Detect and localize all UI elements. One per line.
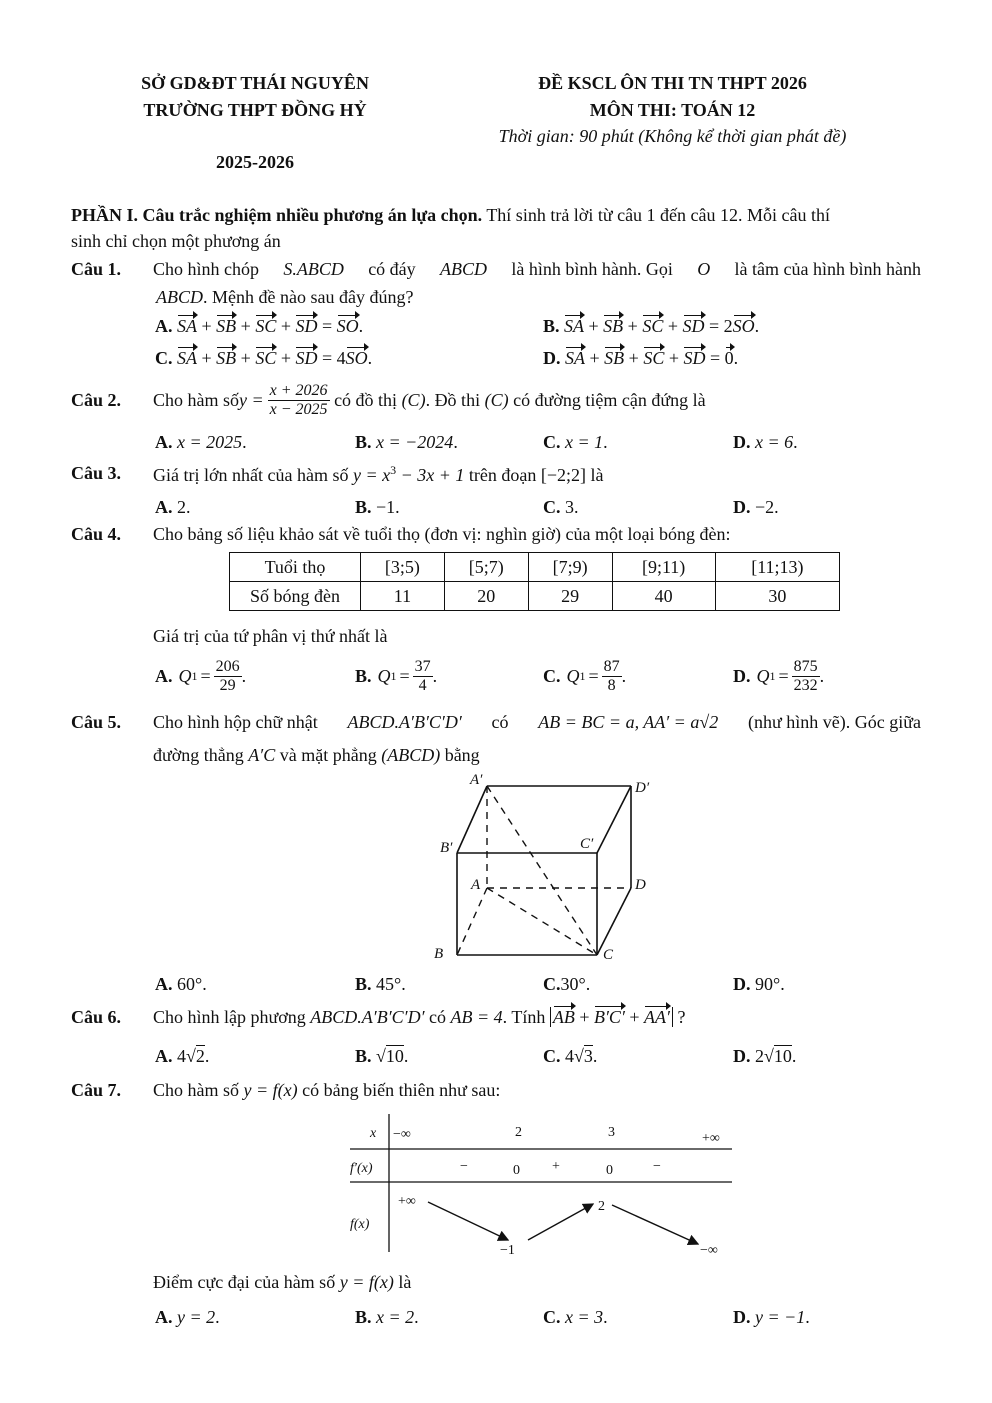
q7-question: Điểm cực đại của hàm số y = f(x) là bbox=[153, 1272, 412, 1292]
q7-option-d[interactable]: D. y = −1. bbox=[733, 1307, 810, 1327]
bbt-x-value: +∞ bbox=[702, 1131, 720, 1146]
q1-math: ABCD bbox=[440, 259, 488, 279]
q1-option-d[interactable]: D. SA + SB + SC + SD = 0. bbox=[543, 348, 739, 368]
q6-option-b[interactable]: B. √10. bbox=[355, 1046, 409, 1066]
q1-stem-line1 bbox=[153, 259, 921, 280]
q3-option-b[interactable]: B. −1. bbox=[355, 497, 400, 517]
bbt-f-value: −1 bbox=[500, 1243, 515, 1258]
school-department: SỞ GD&ĐT THÁI NGUYÊN bbox=[141, 73, 369, 93]
q2-math: (C) bbox=[484, 389, 509, 410]
q1-option-b[interactable]: B. SA + SB + SC + SD = 2SO. bbox=[543, 316, 760, 336]
bbt-sign: − bbox=[653, 1159, 661, 1174]
arrow-down bbox=[612, 1205, 698, 1244]
q1-option-c[interactable]: C. SA + SB + SC + SD = 4SO. bbox=[155, 348, 373, 368]
bbt-fp-label: f′(x) bbox=[350, 1161, 373, 1176]
q4-option-b[interactable]: B. Q 1 = $\frac{37}{4}$ . bbox=[355, 657, 438, 694]
exam-duration: Thời gian: 90 phút (Không kể thời gian phát đề) bbox=[498, 126, 847, 146]
q3-option-a[interactable]: A. 2. bbox=[155, 497, 191, 517]
table-cell: [9;11) bbox=[612, 553, 715, 582]
table-row bbox=[230, 553, 840, 582]
q1-option-a[interactable]: A. SA + SB + SC + SD = SO. bbox=[155, 316, 364, 336]
q4-stem: Cho bảng số liệu khảo sát về tuổi thọ (đơn vị: nghìn giờ) của một loại bóng đèn: bbox=[153, 524, 731, 544]
table-cell: [11;13) bbox=[715, 553, 839, 582]
q5-stem-line2: đường thẳng A′C và mặt phẳng (ABCD) bằng bbox=[153, 745, 480, 765]
part1-instr1: Thí sinh trả lời từ câu 1 đến câu 12. Mỗi câu thí bbox=[482, 205, 831, 225]
q2-text: có đường tiệm cận đứng là bbox=[508, 389, 706, 410]
table-header-cell: Số bóng đèn bbox=[230, 582, 361, 611]
q6-option-c[interactable]: C. 4√3. bbox=[543, 1046, 598, 1066]
q6-label: Câu 6. bbox=[71, 1007, 122, 1027]
q1-math: O bbox=[697, 259, 711, 279]
q1-text: Cho hình chóp bbox=[153, 259, 259, 279]
table-cell: 29 bbox=[528, 582, 612, 611]
q1-text: có đáy bbox=[368, 259, 416, 279]
q6-stem: Cho hình lập phương ABCD.A′B′C′D′ có AB = 4. Tính AB + B′C′ + AA′ ? bbox=[153, 1007, 686, 1027]
q5-text: Cho hình hộp chữ nhật bbox=[153, 712, 318, 732]
q4-data-table bbox=[229, 552, 840, 611]
q4-label: Câu 4. bbox=[71, 524, 122, 544]
coef: 4 bbox=[336, 348, 346, 368]
bbt-f-value: +∞ bbox=[398, 1194, 416, 1209]
q2-label: Câu 2. bbox=[71, 390, 122, 410]
q2-math: y = bbox=[239, 389, 264, 410]
bbt-f-value: 2 bbox=[598, 1199, 605, 1214]
q2-math: (C) bbox=[401, 389, 426, 410]
table-cell: 20 bbox=[444, 582, 528, 611]
q5-text: có bbox=[491, 712, 509, 732]
vertex-label: A bbox=[471, 877, 481, 893]
table-cell: 11 bbox=[361, 582, 445, 611]
vertex-label: C′ bbox=[580, 836, 594, 852]
q1-text: . Mệnh đề nào sau đây đúng? bbox=[203, 287, 414, 307]
vertex-label: B bbox=[434, 946, 444, 962]
q3-option-d[interactable]: D. −2. bbox=[733, 497, 779, 517]
q3-math: − 3x + 1 bbox=[396, 465, 465, 485]
option-key: A. bbox=[155, 316, 173, 336]
rhs-vector: SO bbox=[345, 348, 368, 368]
table-cell: [7;9) bbox=[528, 553, 612, 582]
q3-label: Câu 3. bbox=[71, 463, 122, 483]
q2-text: có đồ thị bbox=[329, 389, 402, 410]
q5-option-a[interactable]: A. 60°. bbox=[155, 974, 207, 994]
q7-stem: Cho hàm số y = f(x) có bảng biến thiên như sau: bbox=[153, 1080, 501, 1100]
q3-interval: [−2;2] bbox=[540, 465, 587, 485]
q5-text: (như hình vẽ). Góc giữa bbox=[747, 712, 921, 732]
q4-option-c[interactable]: C. Q 1 = $\frac{87}{8}$ . bbox=[543, 657, 627, 694]
q2-fraction: $\frac{x + 2026}{x - 2025}$ bbox=[269, 381, 328, 418]
arrow-down bbox=[428, 1202, 508, 1240]
option-key: B. bbox=[543, 316, 560, 336]
q1-text: là tâm của hình bình hành bbox=[734, 259, 921, 279]
vertex-label: A′ bbox=[470, 772, 483, 788]
q1-text: là hình bình hành. Gọi bbox=[511, 259, 673, 279]
q6-option-d[interactable]: D. 2√10. bbox=[733, 1046, 797, 1066]
q6-norm: AB + B′C′ + AA′ bbox=[550, 1007, 673, 1027]
q3-math: y = x bbox=[352, 465, 391, 485]
q5-option-d[interactable]: D. 90°. bbox=[733, 974, 785, 994]
q4-option-d[interactable]: D. Q 1 = $\frac{875}{232}$ . bbox=[733, 657, 825, 694]
bbt-f-label: f(x) bbox=[350, 1217, 370, 1232]
bbt-sign: 0 bbox=[513, 1163, 520, 1178]
bbt-x-value: 2 bbox=[515, 1125, 522, 1140]
table-header-cell: Tuổi thọ bbox=[230, 553, 361, 582]
q4-question: Giá trị của tứ phân vị thứ nhất là bbox=[153, 626, 388, 646]
option-key: D. bbox=[543, 348, 561, 368]
school-name: TRƯỜNG THPT ĐỒNG HỶ bbox=[143, 100, 367, 120]
rhs-vector: SO bbox=[336, 316, 359, 336]
q5-stem-line1 bbox=[153, 712, 921, 733]
q5-math: ABCD.A′B′C′D′ bbox=[347, 712, 462, 732]
table-cell: [5;7) bbox=[444, 553, 528, 582]
bbt-sign: − bbox=[460, 1159, 468, 1174]
part1-instr2: sinh chỉ chọn một phương án bbox=[71, 231, 281, 251]
q7-option-b[interactable]: B. x = 2. bbox=[355, 1307, 419, 1327]
exam-title: ĐỀ KSCL ÔN THI TN THPT 2026 bbox=[538, 73, 807, 93]
table-cell: 30 bbox=[715, 582, 839, 611]
q2-option-d[interactable]: D. x = 6. bbox=[733, 432, 798, 452]
q7-label: Câu 7. bbox=[71, 1080, 122, 1100]
q7-option-c[interactable]: C. x = 3. bbox=[543, 1307, 608, 1327]
q2-option-a[interactable]: A. x = 2025. bbox=[155, 432, 247, 452]
bbt-f-value: −∞ bbox=[700, 1243, 718, 1258]
school-year: 2025-2026 bbox=[216, 152, 294, 172]
vertex-label: D′ bbox=[635, 780, 650, 796]
q3-stem bbox=[153, 463, 604, 486]
bbt-x-value: 3 bbox=[608, 1125, 615, 1140]
q3-option-c[interactable]: C. 3. bbox=[543, 497, 579, 517]
q4-option-a[interactable]: A. Q 1 = $\frac{206}{29}$ . bbox=[155, 657, 247, 694]
end: . bbox=[367, 348, 373, 368]
vertex-label: D bbox=[635, 877, 646, 893]
q5-option-c[interactable]: C.30°. bbox=[543, 974, 591, 994]
bbt-sign: + bbox=[552, 1159, 560, 1174]
table-cell: [3;5) bbox=[361, 553, 445, 582]
bbt-x-label: x bbox=[370, 1126, 377, 1141]
rhs-vector: 0 bbox=[724, 348, 734, 368]
q5-math: AB = BC = a, AA′ = a√2 bbox=[538, 712, 719, 732]
q3-exponent: 3 bbox=[390, 463, 397, 477]
variation-table bbox=[340, 1112, 740, 1262]
part1-title: PHẦN I. Câu trắc nghiệm nhiều phương án lựa chọn. bbox=[71, 205, 483, 225]
exam-subject: MÔN THI: TOÁN 12 bbox=[589, 100, 756, 120]
q7-option-a[interactable]: A. y = 2. bbox=[155, 1307, 220, 1327]
q2-stem bbox=[153, 377, 706, 423]
end: . bbox=[733, 348, 739, 368]
vertex-label: B′ bbox=[440, 840, 453, 856]
q1-math: S.ABCD bbox=[283, 259, 344, 279]
bbt-x-value: −∞ bbox=[393, 1127, 411, 1142]
q1-label: Câu 1. bbox=[71, 259, 122, 279]
table-row bbox=[230, 582, 840, 611]
vertex-label: C bbox=[603, 947, 614, 963]
bbt-sign: 0 bbox=[606, 1163, 613, 1178]
q3-text: trên đoạn bbox=[464, 465, 541, 485]
q1-math: ABCD bbox=[156, 287, 203, 307]
q1-stem-line2 bbox=[156, 287, 413, 308]
part1-instructions bbox=[71, 205, 830, 226]
coef: 2 bbox=[723, 316, 733, 336]
arrow-up bbox=[528, 1204, 593, 1240]
q2-option-c[interactable]: C. x = 1. bbox=[543, 432, 608, 452]
q2-text: Cho hàm số bbox=[153, 389, 240, 410]
q2-option-b[interactable]: B. x = −2024. bbox=[355, 432, 458, 452]
q3-text: Giá trị lớn nhất của hàm số bbox=[153, 465, 353, 485]
end: . bbox=[754, 316, 760, 336]
option-key: C. bbox=[155, 348, 173, 368]
cuboid-figure bbox=[420, 772, 670, 967]
rhs-vector: SO bbox=[732, 316, 755, 336]
q3-text: là bbox=[586, 465, 604, 485]
end: . bbox=[358, 316, 364, 336]
q5-option-b[interactable]: B. 45°. bbox=[355, 974, 406, 994]
table-cell: 40 bbox=[612, 582, 715, 611]
q2-text: . Đồ thi bbox=[425, 389, 485, 410]
q6-option-a[interactable]: A. 4√2. bbox=[155, 1046, 210, 1066]
q5-label: Câu 5. bbox=[71, 712, 122, 732]
